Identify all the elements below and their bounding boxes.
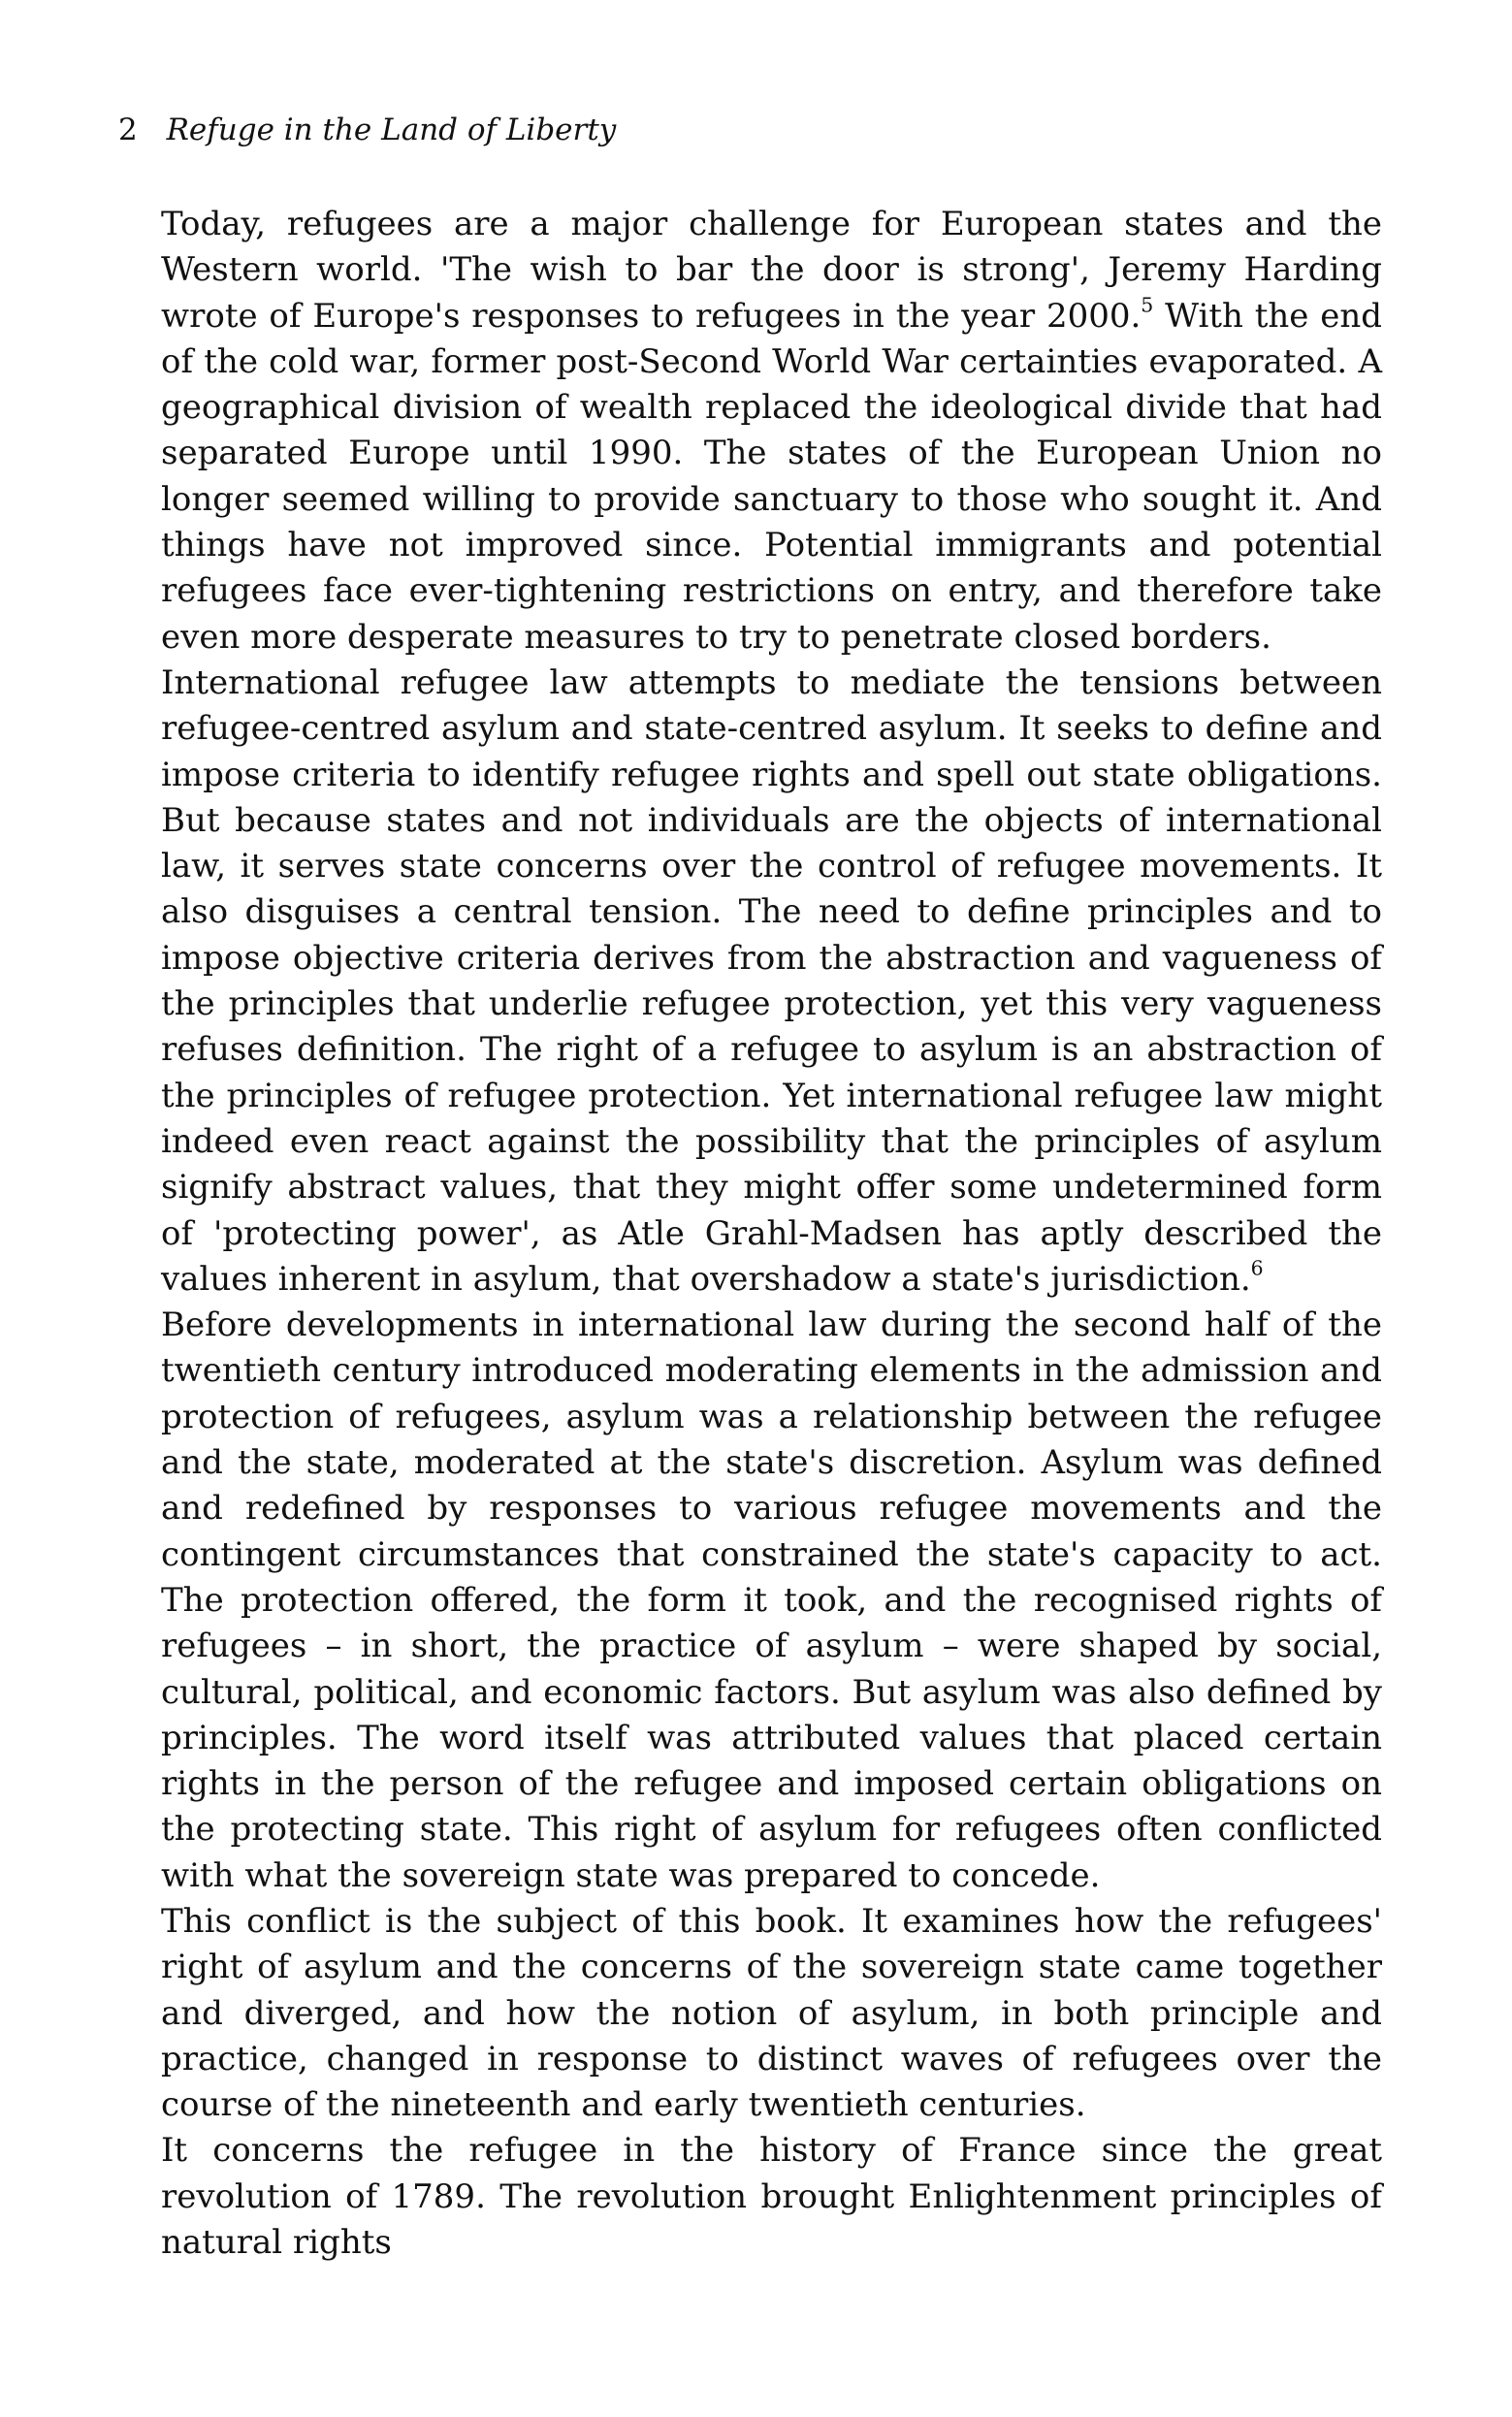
paragraph-1-text-part-2: With the end of the cold war, former post-Second World War certainties evaporated. A geographical division of wealth replaced the ideological divide that had separated Europe until 1990. The states of the European Union no longer seemed willing to provide sanctuary to those who sought it. And things have not improved since. Potential immigrants and potential refugees face ever-tightening restrictions on entry, and therefore take even more desperate measures to try to penetrate closed borders. <box>161 296 1383 657</box>
paragraph-3-text: Before developments in international law during the second half of the twentieth century introduced moderating elements in the admission and protection of refugees, asylum was a relationship between the refugee and the state, moderated at the state's discretion. Asylum was defined and redefined by responses to various refugee movements and the contingent circumstances that constrained the state's capacity to act. The protection offered, the form it took, and the recognised rights of refugees – in short, the practice of asylum – were shaped by social, cultural, political, and economic factors. But asylum was also defined by principles. The word itself was attributed values that placed certain rights in the person of the refugee and imposed certain obligations on the protecting state. This right of asylum for refugees often conflicted with what the sovereign state was prepared to concede. <box>161 1305 1382 1895</box>
footnote-ref-6: 6 <box>1250 1256 1264 1280</box>
paragraph-2-text: International refugee law attempts to mediate the tensions between refugee-centred asylum and state-centred asylum. It seeks to define and impose criteria to identify refugee rights and spell out state obligations. But because states and not individuals are the objects of international law, it serves state concerns over the control of refugee movements. It also disguises a central tension. The need to define principles and to impose objective criteria derives from the abstraction and vagueness of the principles that underlie refugee protection, yet this very vagueness refuses definition. The right of a refugee to asylum is an abstraction of the principles of refugee protection. Yet international refugee law might indeed even react against the possibility that the principles of asylum signify abstract values, that they might offer some undetermined form of 'protecting power', as Atle Grahl-Madsen has aptly described the values inherent in asylum, that overshadow a state's jurisdiction. <box>161 662 1382 1299</box>
paragraph-5 <box>161 2128 1382 2266</box>
page-number: 2 <box>118 113 138 147</box>
paragraph-3 <box>161 1303 1382 1899</box>
book-title: Refuge in the Land of Liberty <box>166 113 617 147</box>
paragraph-4-text: This conflict is the subject of this book. It examines how the refugees' right of asylum and the concerns of the sovereign state came together and diverged, and how the notion of asylum, in both principle and practice, changed in response to distinct waves of refugees over the course of the nineteenth and early twentieth centuries. <box>161 1901 1382 2125</box>
body-text <box>161 202 1382 2266</box>
running-head <box>118 111 616 149</box>
paragraph-1 <box>161 202 1382 661</box>
paragraph-5-text: It concerns the refugee in the history of France since the great revolution of 1789. The revolution brought Enlightenment principles of natural rights <box>161 2131 1382 2263</box>
footnote-ref-5: 5 <box>1141 293 1154 317</box>
paragraph-2 <box>161 661 1382 1303</box>
paragraph-4 <box>161 1899 1382 2128</box>
paragraph-1-text-part-1: Today, refugees are a major challenge for European states and the Western world. 'The wish to bar the door is strong', Jeremy Harding wrote of Europe's responses to refugees in the year 2000. <box>161 205 1382 336</box>
